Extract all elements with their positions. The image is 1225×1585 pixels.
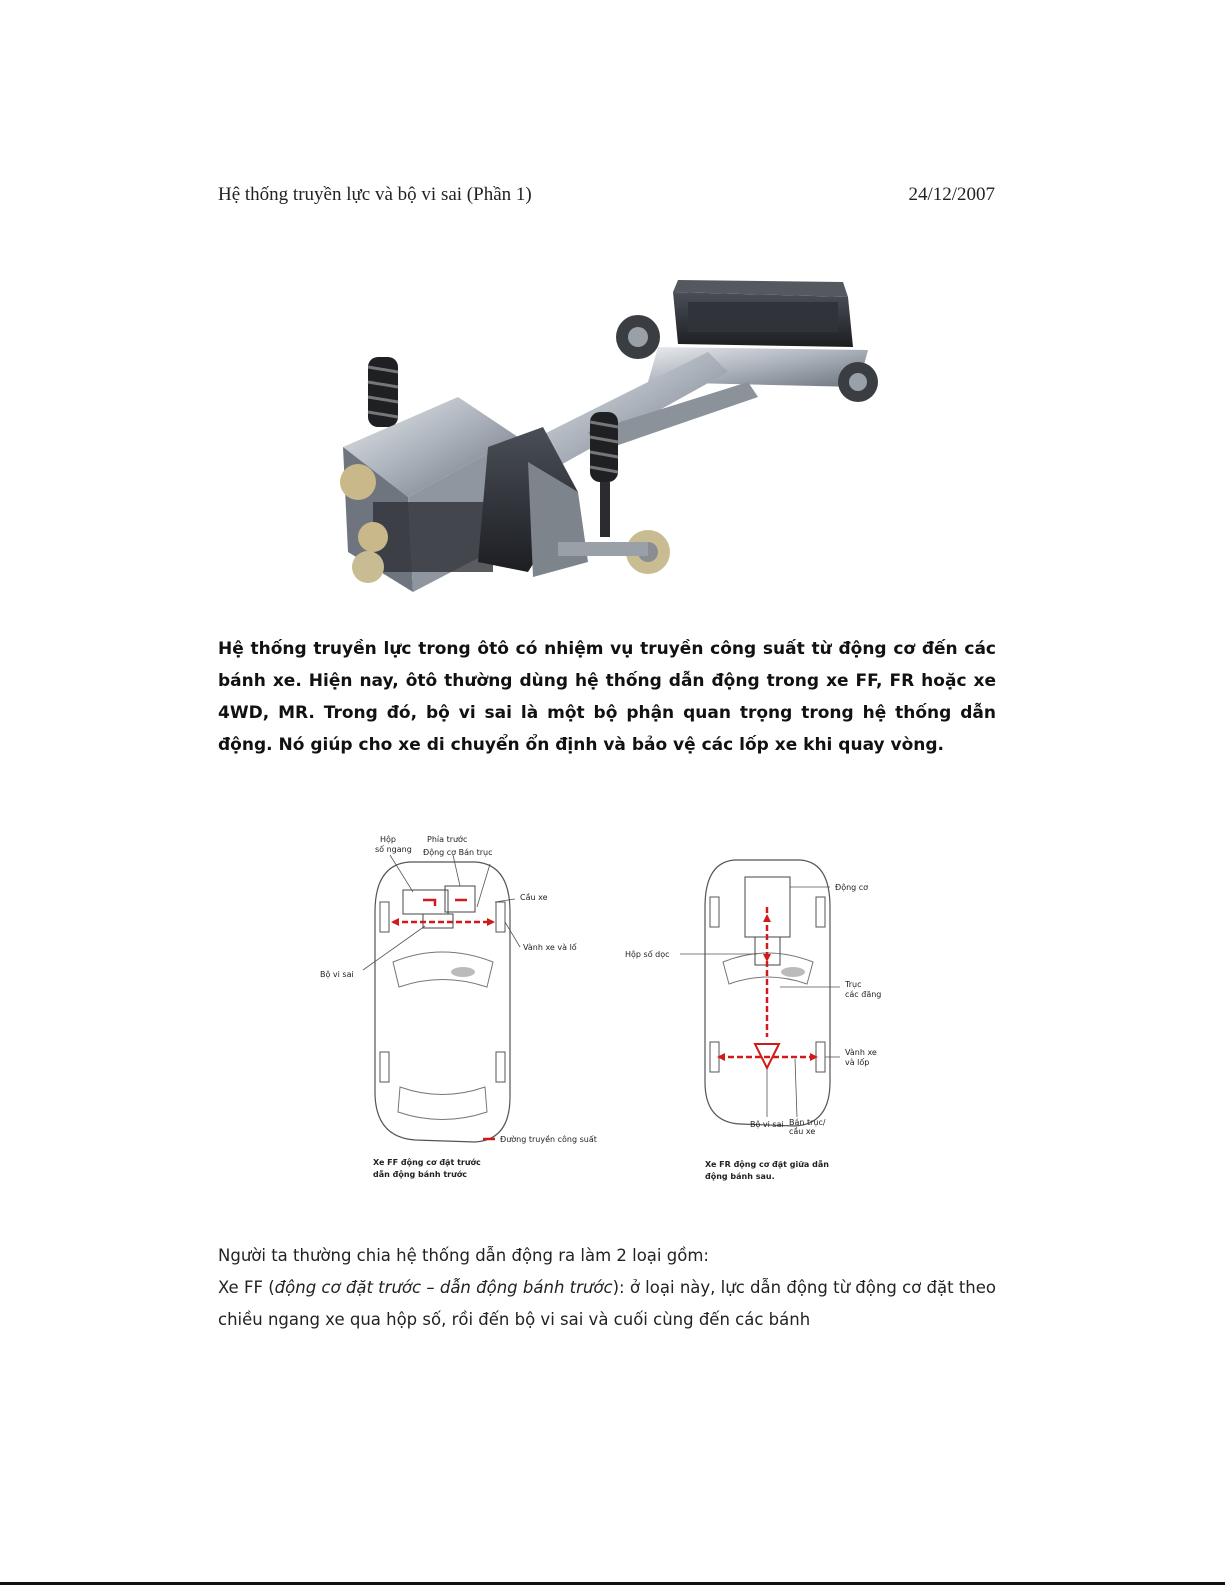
label-phia-truoc: Phía trước xyxy=(427,835,468,844)
document-date: 24/12/2007 xyxy=(908,184,995,205)
fuel-tank xyxy=(673,280,853,347)
drivetrain-layout-diagram xyxy=(305,822,905,1202)
fr-car-diagram xyxy=(625,860,881,1181)
label-hop-so-ngang: Hộp xyxy=(380,835,396,844)
ff-definition: động cơ đặt trước – dẫn động bánh trước xyxy=(274,1278,613,1297)
body-paragraph-2: Xe FF (động cơ đặt trước – dẫn động bánh trước): ở loại này, lực dẫn động từ động cơ đặt theo chiều ngang xe qua hộp số, rồi đến bộ vi sai và cuối cùng đến các bánh xyxy=(218,1278,996,1329)
ff-caption-line2: dẫn động bánh trước xyxy=(373,1170,468,1179)
drivetrain-photo xyxy=(328,272,888,622)
label-ban-truc-line1: Bán trục/ xyxy=(789,1118,826,1127)
label-bo-vi-sai: Bộ vi sai xyxy=(320,970,354,979)
label-vanh-line2: và lốp xyxy=(845,1058,870,1067)
front-left-strut xyxy=(368,357,398,427)
label-dong-co-ban-truc: Động cơ Bán trục xyxy=(423,848,493,857)
label-truc-line1: Trục xyxy=(845,980,862,989)
label-cau-xe: Cầu xe xyxy=(520,893,548,902)
legend-power-path: Đường truyền công suất xyxy=(500,1135,597,1144)
front-right-strut xyxy=(590,412,618,537)
ff-caption-line1: Xe FF động cơ đặt trước xyxy=(373,1158,481,1167)
ff-car-diagram xyxy=(320,834,597,1179)
fr-caption-line2: động bánh sau. xyxy=(705,1172,775,1181)
label-vanh-xe-va-lo: Vành xe và lố xyxy=(523,943,577,952)
fr-caption-line1: Xe FR động cơ đặt giữa dẫn xyxy=(705,1160,829,1169)
label-ban-truc-line2: cầu xe xyxy=(789,1127,816,1136)
label-fr-bo-vi-sai: Bộ vi sai xyxy=(750,1120,784,1129)
label-hop-so-doc: Hộp số dọc xyxy=(625,950,670,959)
body-paragraph-1: Người ta thường chia hệ thống dẫn động ra làm 2 loại gồm: xyxy=(218,1246,709,1265)
page-header xyxy=(218,184,995,206)
body-text xyxy=(218,1240,996,1336)
document-title: Hệ thống truyền lực và bộ vi sai (Phần 1) xyxy=(218,184,532,205)
intro-paragraph: Hệ thống truyền lực trong ôtô có nhiệm vụ truyền công suất từ động cơ đến các bánh xe. Hiện nay, ôtô thường dùng hệ thống dẫn động trong xe FF, FR hoặc xe 4WD, MR. Trong đó, bộ vi sai là một bộ phận quan trọng trong hệ thống dẫn động. Nó giúp cho xe di chuyển ổn định và bảo vệ các lốp xe khi quay vòng. xyxy=(218,639,996,755)
label-dong-co: Động cơ xyxy=(835,883,869,892)
label-truc-line2: các đăng xyxy=(845,990,882,999)
label-so-ngang: số ngang xyxy=(375,845,412,854)
label-vanh-line1: Vành xe xyxy=(845,1048,877,1057)
